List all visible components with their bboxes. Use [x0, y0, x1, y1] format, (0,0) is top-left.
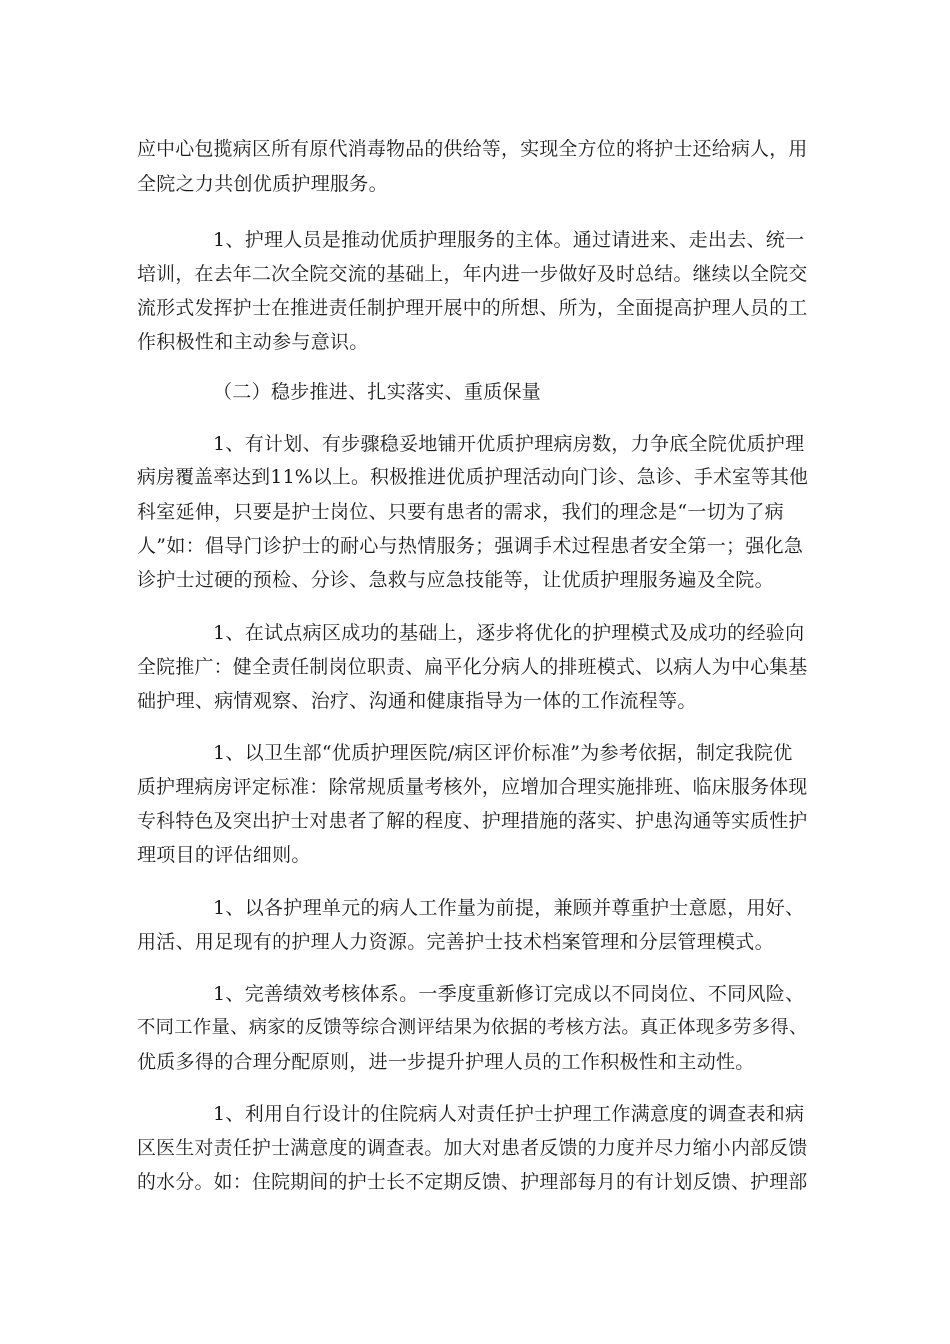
- text-line: 的水分。如：住院期间的护士长不定期反馈、护理部每月的有计划反馈、护理部: [137, 1171, 808, 1193]
- text-line: 理项目的评估细则。: [137, 844, 311, 866]
- text-line: 区医生对责任护士满意度的调查表。加大对患者反馈的力度并尽力缩小内部反馈: [137, 1137, 808, 1159]
- text-line: 优质多得的合理分配原则，进一步提升护理人员的工作积极性和主动性。: [137, 1051, 755, 1073]
- text-line: 1、以卫生部“优质护理医院/病区评价标准”为参考依据，制定我院优: [213, 742, 793, 764]
- text-line: 1、利用自行设计的住院病人对责任护士护理工作满意度的调查表和病: [213, 1103, 805, 1125]
- text-line: （二）稳步推进、扎实落实、重质保量: [213, 381, 542, 403]
- text-line: 用活、用足现有的护理人力资源。完善护士技术档案管理和分层管理模式。: [137, 931, 774, 953]
- text-line: 1、完善绩效考核体系。一季度重新修订完成以不同岗位、不同风险、: [213, 983, 805, 1005]
- text-line: 科室延伸，只要是护士岗位、只要有患者的需求，我们的理念是“一切为了病: [137, 501, 784, 523]
- text-line: 作积极性和主动参与意识。: [137, 331, 369, 353]
- text-line: 流形式发挥护士在推进责任制护理开展中的所想、所为，全面提高护理人员的工: [137, 297, 808, 319]
- text-line: 1、有计划、有步骤稳妥地铺开优质护理病房数，力争底全院优质护理: [213, 433, 805, 455]
- text-line: 培训，在去年二次全院交流的基础上，年内进一步做好及时总结。继续以全院交: [137, 263, 808, 285]
- text-line: 专科特色及突出护士对患者了解的程度、护理措施的落实、护患沟通等实质性护: [137, 810, 808, 832]
- text-line: 质护理病房评定标准：除常规质量考核外，应增加合理实施排班、临床服务体现: [137, 776, 808, 798]
- text-line: 病房覆盖率达到11%以上。积极推进优质护理活动向门诊、急诊、手术室等其他: [137, 467, 809, 488]
- text-line: 全院推广：健全责任制岗位职责、扁平化分病人的排班模式、以病人为中心集基: [137, 656, 808, 678]
- text-line: 不同工作量、病家的反馈等综合测评结果为依据的考核方法。真正体现多劳多得、: [137, 1017, 808, 1038]
- text-line: 础护理、病情观察、治疗、沟通和健康指导为一体的工作流程等。: [137, 690, 697, 712]
- text-line: 应中心包揽病区所有原代消毒物品的供给等，实现全方位的将护士还给病人，用: [137, 138, 808, 160]
- text-line: 诊护士过硬的预检、分诊、急救与应急技能等，让优质护理服务遍及全院。: [137, 569, 774, 591]
- text-line: 全院之力共创优质护理服务。: [137, 173, 388, 195]
- text-line: 1、护理人员是推动优质护理服务的主体。通过请进来、走出去、统一: [213, 229, 805, 251]
- text-line: 1、以各护理单元的病人工作量为前提，兼顾并尊重护士意愿，用好、: [213, 897, 805, 919]
- text-line: 人”如：倡导门诊护士的耐心与热情服务；强调手术过程患者安全第一；强化急: [137, 535, 804, 557]
- text-line: 1、在试点病区成功的基础上，逐步将优化的护理模式及成功的经验向: [213, 622, 805, 644]
